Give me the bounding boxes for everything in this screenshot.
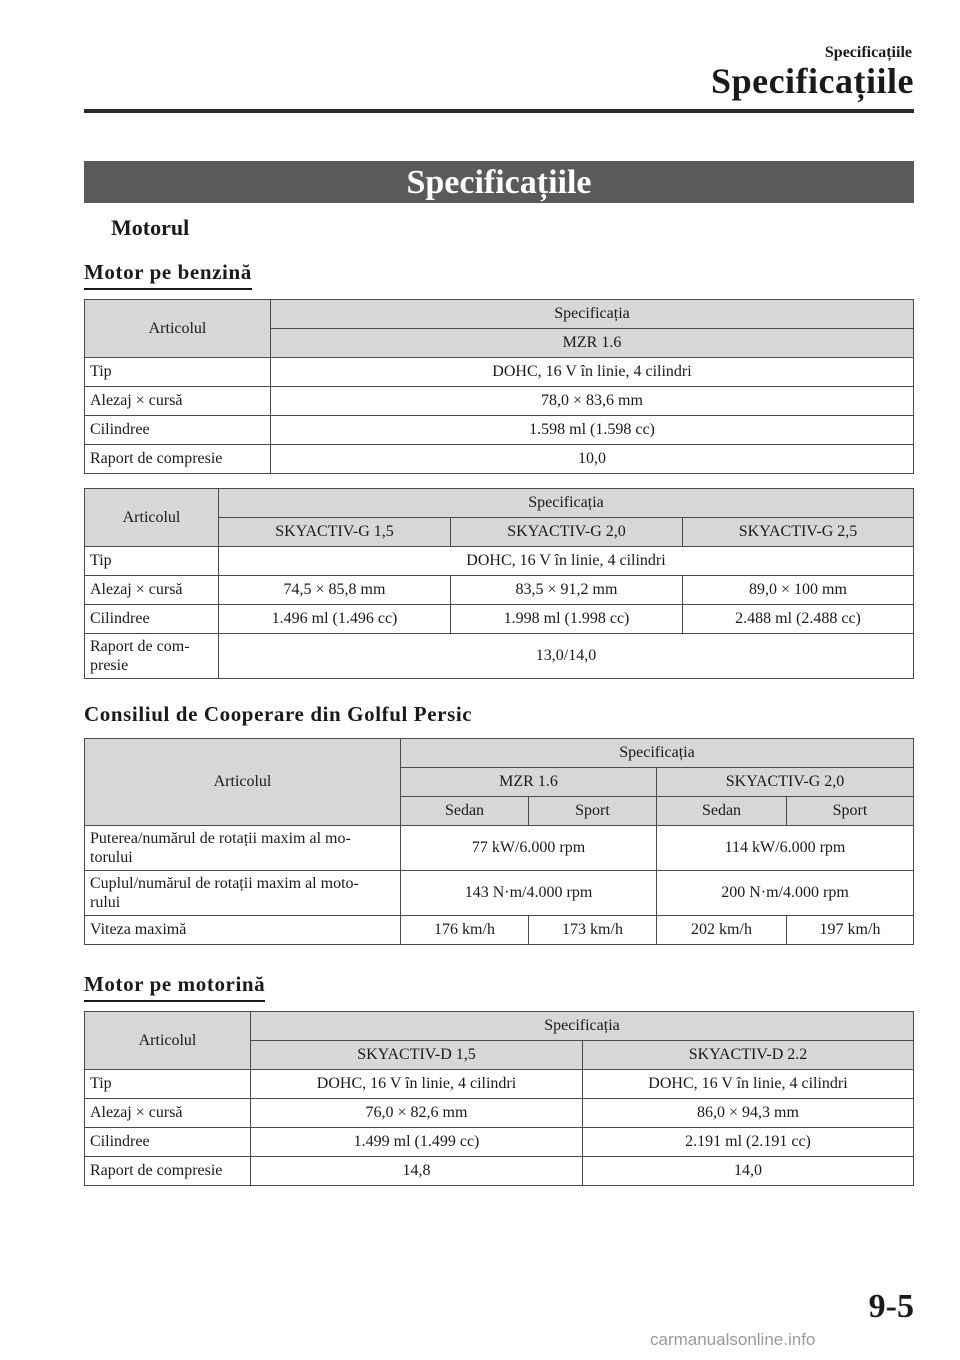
row-label: Tip [85,547,219,576]
section-heading-gcc [84,702,472,727]
header-model: SKYACTIV-G 2,5 [683,518,914,547]
row-label-line: rului [90,894,121,911]
watermark: carmanualsonline.info [650,1330,816,1349]
table-petrol-mzr [84,299,914,474]
header-model: MZR 1.6 [401,768,657,797]
section-banner: Specificațiile [84,161,914,203]
table-row [85,1099,914,1128]
table-row [85,387,914,416]
row-value: 2.191 ml (2.191 cc) [583,1128,914,1157]
table-row [85,634,914,679]
row-value: 1.496 ml (1.496 cc) [219,605,451,634]
row-value: DOHC, 16 V în linie, 4 cilindri [219,547,914,576]
section-heading-gcc-text: Consiliul de Cooperare din Golful Persic [84,702,473,726]
row-label [85,871,401,916]
header-articolul: Articolul [85,300,271,358]
row-value: 83,5 × 91,2 mm [451,576,683,605]
header-body: Sedan [401,797,529,826]
row-value: 143 N·m/4.000 rpm [401,871,657,916]
row-value: 14,8 [251,1157,583,1186]
header-model: SKYACTIV-D 1,5 [251,1041,583,1070]
row-value: DOHC, 16 V în linie, 4 cilindri [271,358,914,387]
row-value: 10,0 [271,445,914,474]
row-label-line: torului [90,849,133,866]
row-label-line: presie [90,657,129,674]
section-heading-diesel-text: Motor pe motorină [84,972,266,996]
row-label: Viteza maximă [85,916,401,945]
row-label [85,826,401,871]
row-value: 200 N·m/4.000 rpm [657,871,914,916]
row-label: Alezaj × cursă [85,576,219,605]
table-row [85,1157,914,1186]
table-row [85,576,914,605]
chapter-subtitle: Motorul [111,215,190,240]
row-value: 197 km/h [787,916,914,945]
row-value: 77 kW/6.000 rpm [401,826,657,871]
row-label-line: Puterea/numărul de rotații maxim al mo- [90,830,351,847]
row-label-line: Raport de com- [90,638,190,655]
header-body: Sedan [657,797,787,826]
row-label [85,634,219,679]
row-label: Alezaj × cursă [85,1099,251,1128]
row-label: Raport de compresie [85,1157,251,1186]
heading-underline [84,1000,265,1002]
row-value: 78,0 × 83,6 mm [271,387,914,416]
row-value: 86,0 × 94,3 mm [583,1099,914,1128]
table-row [85,1070,914,1099]
header-specificatia: Specificația [401,739,914,768]
header-model: SKYACTIV-D 2.2 [583,1041,914,1070]
heading-underline [84,288,252,290]
header-model: MZR 1.6 [271,329,914,358]
row-label: Cilindree [85,416,271,445]
header-body: Sport [529,797,657,826]
row-value: DOHC, 16 V în linie, 4 cilindri [251,1070,583,1099]
table-row [85,416,914,445]
row-label: Cilindree [85,605,219,634]
row-value: 74,5 × 85,8 mm [219,576,451,605]
page-number: 9-5 [868,1288,914,1325]
row-value: DOHC, 16 V în linie, 4 cilindri [583,1070,914,1099]
header-articolul: Articolul [85,739,401,826]
table-row [85,358,914,387]
section-heading-diesel [84,972,265,1002]
header-model: SKYACTIV-G 1,5 [219,518,451,547]
table-row [85,445,914,474]
header-articolul: Articolul [85,489,219,547]
row-label-line: Cuplul/numărul de rotații maxim al moto- [90,875,359,892]
header-model: SKYACTIV-G 2,0 [657,768,914,797]
row-label: Cilindree [85,1128,251,1157]
running-header-small: Specificațiile [824,44,912,61]
row-value: 1.998 ml (1.998 cc) [451,605,683,634]
row-label: Tip [85,1070,251,1099]
table-row [85,605,914,634]
header-model: SKYACTIV-G 2,0 [451,518,683,547]
header-rule [84,109,914,113]
row-value: 202 km/h [657,916,787,945]
row-value: 1.598 ml (1.598 cc) [271,416,914,445]
table-row [85,547,914,576]
row-value: 176 km/h [401,916,529,945]
row-label: Tip [85,358,271,387]
row-value: 1.499 ml (1.499 cc) [251,1128,583,1157]
header-body: Sport [787,797,914,826]
header-specificatia: Specificația [219,489,914,518]
section-heading-petrol [84,260,252,290]
table-row [85,1128,914,1157]
table-petrol-skyactiv-g [84,488,914,679]
header-articolul: Articolul [85,1012,251,1070]
running-header-title: Specificațiile [711,61,914,101]
row-value: 173 km/h [529,916,657,945]
row-value: 89,0 × 100 mm [683,576,914,605]
header-specificatia: Specificația [271,300,914,329]
row-value: 114 kW/6.000 rpm [657,826,914,871]
row-value: 14,0 [583,1157,914,1186]
header-specificatia: Specificația [251,1012,914,1041]
table-row [85,826,914,871]
row-value: 2.488 ml (2.488 cc) [683,605,914,634]
section-heading-petrol-text: Motor pe benzină [84,260,252,284]
table-diesel [84,1011,914,1186]
table-gcc [84,738,914,945]
table-row [85,871,914,916]
row-value: 13,0/14,0 [219,634,914,679]
table-row [85,916,914,945]
row-value: 76,0 × 82,6 mm [251,1099,583,1128]
row-label: Alezaj × cursă [85,387,271,416]
row-label: Raport de compresie [85,445,271,474]
